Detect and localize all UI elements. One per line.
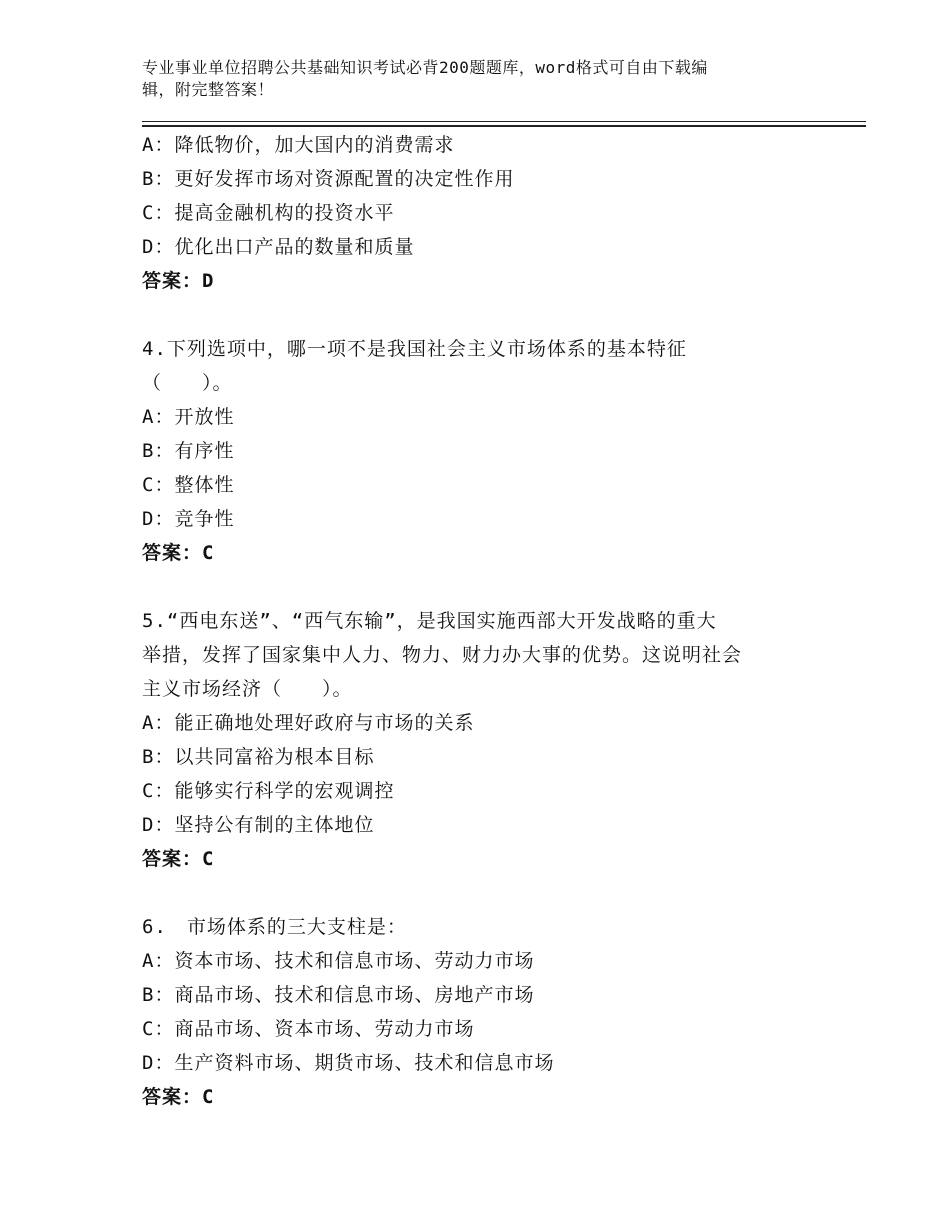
option-d: D：生产资料市场、期货市场、技术和信息市场: [142, 1052, 555, 1074]
option-d: D：竞争性: [142, 508, 235, 530]
option-c: C：提高金融机构的投资水平: [142, 202, 395, 224]
spacer: [142, 570, 842, 604]
page-header: [142, 57, 792, 101]
answer-line: 答案：D: [142, 270, 215, 292]
answer-line: 答案：C: [142, 1086, 215, 1108]
header-divider-thin: [142, 121, 866, 122]
option-d: D：坚持公有制的主体地位: [142, 814, 375, 836]
question-stem: 主义市场经济（ ）。: [142, 678, 353, 700]
header-line-1: 专业事业单位招聘公共基础知识考试必背200题题库，word格式可自由下载编: [142, 58, 708, 77]
question-3: [142, 128, 842, 298]
question-5: [142, 604, 842, 876]
question-stem: （ ）。: [142, 372, 233, 394]
option-a: A：能正确地处理好政府与市场的关系: [142, 712, 475, 734]
option-b: B：商品市场、技术和信息市场、房地产市场: [142, 984, 535, 1006]
option-b: B：更好发挥市场对资源配置的决定性作用: [142, 168, 515, 190]
spacer: [142, 298, 842, 332]
question-list: [142, 128, 842, 1114]
header-divider-thick: [142, 125, 866, 127]
option-d: D：优化出口产品的数量和质量: [142, 236, 415, 258]
option-b: B：有序性: [142, 440, 235, 462]
option-a: A：开放性: [142, 406, 235, 428]
question-stem: 6. 市场体系的三大支柱是：: [142, 916, 407, 938]
answer-line: 答案：C: [142, 848, 215, 870]
answer-line: 答案：C: [142, 542, 215, 564]
option-c: C：能够实行科学的宏观调控: [142, 780, 395, 802]
option-c: C：整体性: [142, 474, 235, 496]
question-stem: 4.下列选项中，哪一项不是我国社会主义市场体系的基本特征: [142, 338, 687, 360]
option-c: C：商品市场、资本市场、劳动力市场: [142, 1018, 475, 1040]
option-b: B：以共同富裕为根本目标: [142, 746, 375, 768]
question-6: [142, 910, 842, 1114]
question-stem: 举措，发挥了国家集中人力、物力、财力办大事的优势。这说明社会: [142, 644, 743, 666]
spacer: [142, 876, 842, 910]
question-stem: 5.“西电东送”、“西气东输”，是我国实施西部大开发战略的重大: [142, 610, 717, 632]
option-a: A：降低物价，加大国内的消费需求: [142, 134, 455, 156]
option-a: A：资本市场、技术和信息市场、劳动力市场: [142, 950, 535, 972]
header-line-2: 辑，附完整答案！: [142, 80, 275, 99]
question-4: [142, 332, 842, 570]
